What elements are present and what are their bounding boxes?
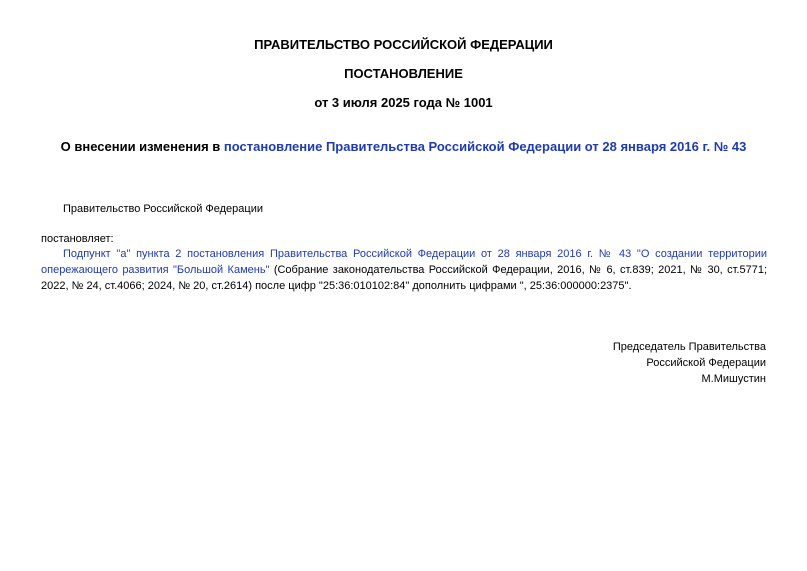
- signatory-position-line2: Российской Федерации: [646, 357, 766, 369]
- document-date-number: от 3 июля 2025 года № 1001: [314, 95, 493, 110]
- amendment-clause: [41, 246, 767, 294]
- issuer-text: Правительство Российской Федерации: [63, 203, 263, 215]
- signatory-name: М.Мишустин: [701, 373, 766, 385]
- document-heading: [0, 139, 807, 155]
- clause-text: (Собрание законодательства Российской Федерации, 2016, № 6, ст.839; 2021, № 30, ст.5771; 2022, № 24, ст.4066; 2024, № 20, ст.2614) после цифр "25:36:010102:84" дополнить цифрами ", 25:36:000000:2375".: [41, 264, 767, 292]
- heading-prefix: О внесении изменения в: [60, 139, 224, 154]
- decrees-text: постановляет:: [41, 233, 114, 245]
- signatory-position-line1: Председатель Правительства: [612, 341, 766, 353]
- government-title: ПРАВИТЕЛЬСТВО РОССИЙСКОЙ ФЕДЕРАЦИИ: [254, 37, 553, 52]
- document-type: ПОСТАНОВЛЕНИЕ: [344, 66, 463, 81]
- signature-block: [613, 339, 766, 387]
- heading-link-referenced-decree[interactable]: постановление Правительства Российской Федерации от 28 января 2016 г. № 43: [223, 139, 747, 154]
- clause-link-referenced-decree[interactable]: Подпункт "а" пункта 2 постановления Правительства Российской Федерации от 28 января 2016 г. № 43 "О создании территории опережающего развития "Большой Камень": [41, 248, 767, 276]
